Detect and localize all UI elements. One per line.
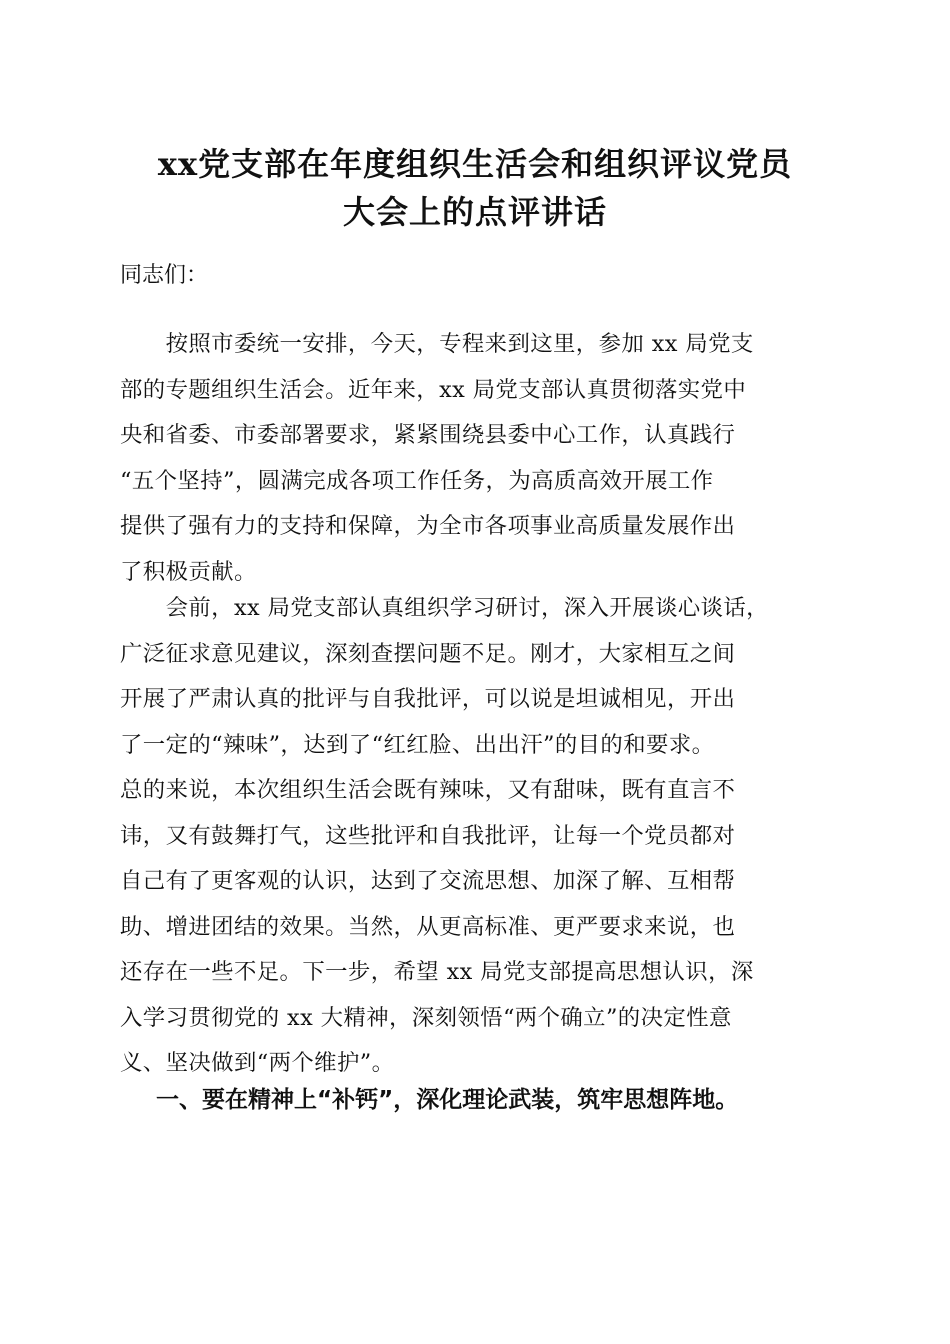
title-line: xx党支部在年度组织生活会和组织评议党员 (157, 145, 793, 183)
text-line: 央和省委、市委部署要求，紧紧围绕县委中心工作，认真践行 (120, 422, 736, 448)
paragraph-1 (120, 322, 832, 595)
text-line: 义、坚决做到“两个维护”。 (120, 1050, 395, 1076)
text-line: “五个坚持”，圆满完成各项工作任务，为高质高效开展工作 (120, 467, 714, 494)
paragraph-2 (120, 586, 832, 1087)
text-line: 自己有了更客观的认识，达到了交流思想、加深了解、互相帮 (120, 868, 736, 894)
text-line: 助、增进团结的效果。当然，从更高标准、更严要求来说，也 (120, 913, 736, 940)
title-line: 大会上的点评讲话 (342, 193, 607, 231)
text-line: 了积极贡献。 (120, 558, 257, 585)
section-heading: 一、要在精神上“补钙”，深化理论武装，筑牢思想阵地。 (156, 1087, 739, 1113)
text-line: 部的专题组织生活会。近年来，xx 局党支部认真贯彻落实党中 (120, 376, 747, 403)
text-line: 会前，xx 局党支部认真组织学习研讨，深入开展谈心谈话， (120, 595, 769, 621)
document-title (100, 140, 850, 236)
text-line: 了一定的“辣味”，达到了“红红脸、出出汗”的目的和要求。 (120, 731, 715, 758)
salutation: 同志们： (120, 263, 209, 288)
text-line: 讳，又有鼓舞打气，这些批评和自我批评，让每一个党员都对 (120, 822, 736, 849)
text-line: 广泛征求意见建议，深刻查摆问题不足。刚才，大家相互之间 (120, 640, 736, 667)
text-line: 入学习贯彻党的 xx 大精神，深刻领悟“两个确立”的决定性意 (120, 1004, 732, 1031)
text-line: 还存在一些不足。下一步，希望 xx 局党支部提高思想认识，深 (120, 959, 754, 985)
text-line: 开展了严肃认真的批评与自我批评，可以说是坦诚相见，开出 (120, 686, 736, 712)
text-line: 按照市委统一安排，今天，专程来到这里，参加 xx 局党支 (120, 331, 754, 357)
text-line: 提供了强有力的支持和保障，为全市各项事业高质量发展作出 (120, 513, 736, 539)
text-line: 总的来说，本次组织生活会既有辣味，又有甜味，既有直言不 (120, 777, 736, 803)
